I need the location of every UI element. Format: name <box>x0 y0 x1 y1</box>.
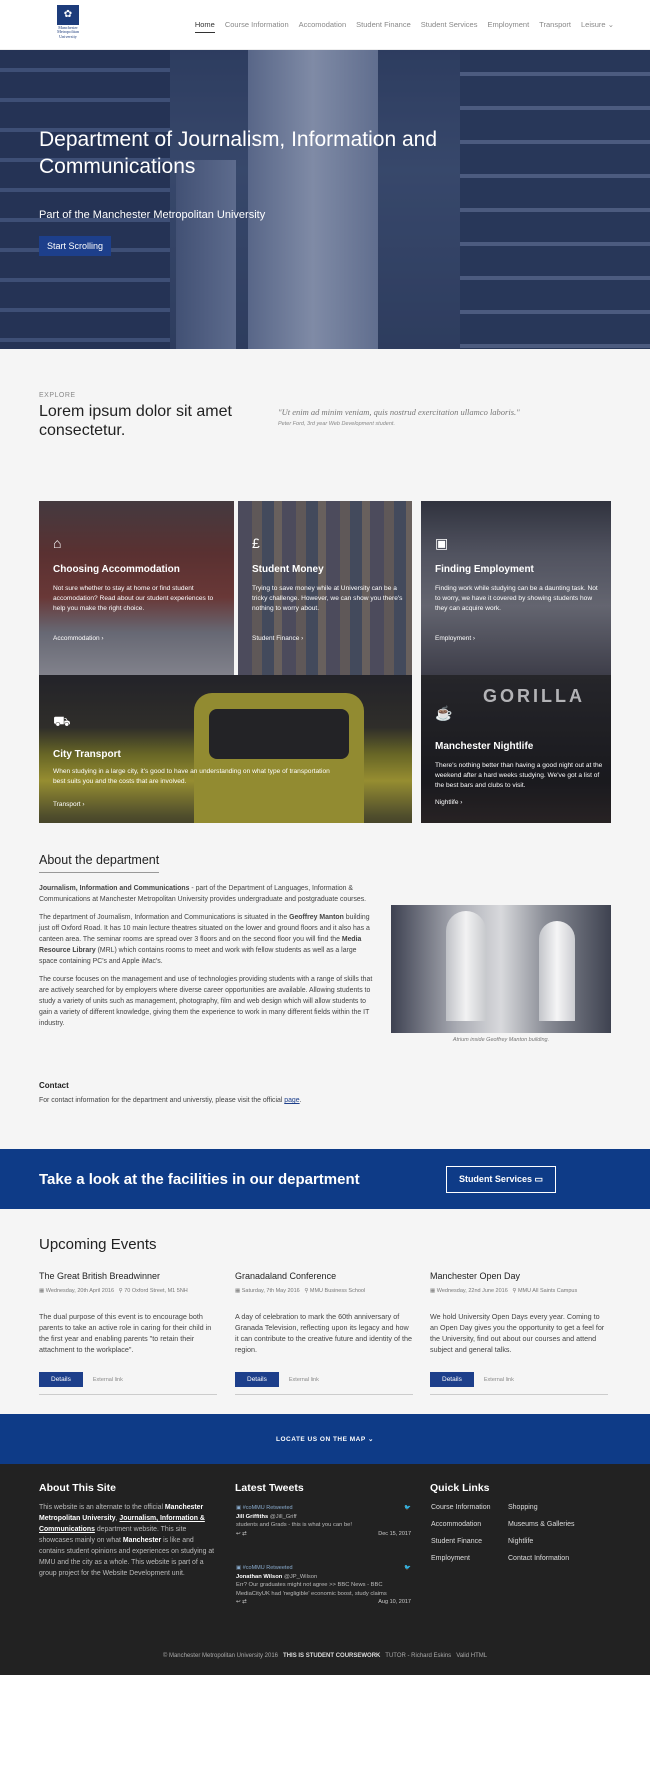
explore-title: Lorem ipsum dolor sit amet consectetur. <box>39 403 232 439</box>
tile-accommodation[interactable] <box>39 501 234 676</box>
nav-accomodation[interactable]: Accomodation <box>298 20 347 29</box>
tweet-name[interactable]: Jonathan Wilson <box>236 1573 283 1580</box>
location-pin-icon: ⚲ <box>512 1288 517 1294</box>
event-card <box>430 1271 608 1395</box>
location-pin-icon: ⚲ <box>118 1288 123 1294</box>
retweet-icon: ▣ <box>236 1505 242 1511</box>
fa-b1: Manchester Metropolitan University <box>39 1504 204 1522</box>
external-link[interactable]: External link <box>288 1376 319 1383</box>
briefcase-icon: ▣ <box>435 535 449 551</box>
about-paragraph <box>39 883 375 905</box>
about-p2-bold1: Geoffrey Manton <box>289 914 344 921</box>
quick-link-shopping[interactable]: Shopping <box>508 1504 538 1511</box>
event-date: Wednesday, 22nd June 2016 <box>436 1288 508 1294</box>
student-services-button[interactable] <box>446 1166 556 1193</box>
footer-tweets-heading: Latest Tweets <box>235 1482 304 1494</box>
event-actions <box>430 1372 608 1395</box>
twitter-icon[interactable]: 🐦 <box>404 1565 411 1571</box>
event-actions <box>39 1372 217 1395</box>
hero-section <box>0 50 650 349</box>
event-date: Wednesday, 20th April 2016 <box>45 1288 115 1294</box>
about-heading: About the department <box>39 853 159 873</box>
fa-c: , <box>115 1515 120 1522</box>
nav-student-services[interactable]: Student Services <box>420 20 478 29</box>
contact-page-link[interactable]: page <box>284 1097 300 1104</box>
tweet-retweet <box>236 1504 411 1513</box>
university-logo[interactable] <box>50 2 86 48</box>
location-pin-icon: ⚲ <box>304 1288 309 1294</box>
events-section <box>0 1209 650 1414</box>
tweet-text: students and Grads - this is what you can be! <box>236 1522 353 1528</box>
pound-icon: £ <box>252 535 260 551</box>
event-meta <box>235 1288 413 1294</box>
quick-link-museums[interactable]: Museums & Galleries <box>508 1521 575 1528</box>
footer-links-heading: Quick Links <box>430 1482 490 1494</box>
tile-link[interactable]: Student Finance › <box>252 635 304 642</box>
tweet-author <box>236 1573 411 1582</box>
event-card <box>235 1271 413 1395</box>
nav-home[interactable]: Home <box>195 17 215 33</box>
facilities-banner <box>0 1149 650 1209</box>
cocktail-icon: ☕ <box>435 705 453 721</box>
event-card <box>39 1271 217 1395</box>
taxi-icon: ⛟ <box>53 713 71 729</box>
hero-title: Department of Journalism, Information and Communications <box>39 128 438 178</box>
footer-about-text <box>39 1502 219 1579</box>
event-location: 70 Oxford Street, M1 5NH <box>124 1288 188 1294</box>
tweet-handle[interactable]: @Jill_Griff <box>269 1513 297 1520</box>
home-icon: ⌂ <box>53 535 62 551</box>
about-p2a: The department of Journalism, Information and Communications is situated in the <box>39 914 290 921</box>
logo-text: Manchester Metropolitan University <box>57 24 79 39</box>
locate-map-button[interactable] <box>0 1414 650 1464</box>
footer <box>0 1464 650 1675</box>
calendar-icon: ▦ <box>39 1288 45 1294</box>
event-text: A day of celebration to mark the 60th anniversary of Granada Television, reflecting upon its legacy and how it can contribute to the creative future and identity of the region. <box>235 1312 412 1354</box>
about-p2c: (MRL) which contains rooms to meet and work with fellow students as well as a large space containing PC's and Apple iMac's. <box>39 947 357 965</box>
quick-link-nightlife[interactable]: Nightlife <box>508 1538 534 1545</box>
external-link[interactable]: External link <box>92 1376 123 1383</box>
logo-mark-icon: ✿ <box>57 5 79 25</box>
nav-transport[interactable]: Transport <box>539 20 571 29</box>
atrium-column <box>446 911 486 1021</box>
quick-link-student-finance[interactable]: Student Finance <box>431 1538 482 1545</box>
contact-text: For contact information for the department and universtiy, please visit the official page. <box>39 1097 302 1104</box>
quick-link-employment[interactable]: Employment <box>431 1555 470 1562</box>
event-meta <box>430 1288 608 1294</box>
nav-leisure[interactable] <box>581 17 614 32</box>
fa-d: department website. This site showcases mainly on what <box>39 1526 187 1544</box>
chevron-down-icon: ⌄ <box>607 20 614 29</box>
tile-text: When studying in a large city, it's good to have an understanding on what type of transportation best suits you and the costs that are involved. <box>53 768 330 785</box>
tile-text: Not sure whether to stay at home or find student accomodation? Read about our student experiences to help you make the right choice. <box>53 585 214 612</box>
quick-link-accommodation[interactable]: Accommodation <box>431 1521 482 1528</box>
tweet <box>236 1564 411 1607</box>
tile-text: Trying to save money while at University can be a tricky challenge. However, we can show you there's nothing to worry about. <box>252 585 403 612</box>
hero-subtitle: Part of the Manchester Metropolitan University <box>39 209 266 221</box>
fa-e: is like and contains student opinions and experiences on studying at MMU and the city as a whole. This website is part of a group project for the Website Development unit. <box>39 1537 215 1577</box>
tweet <box>236 1504 411 1538</box>
tweet-name[interactable]: Jill Griffiths <box>236 1513 269 1520</box>
tile-link[interactable]: Employment › <box>435 635 476 642</box>
fa-b2-link[interactable]: Journalism, Information & Communications <box>39 1515 205 1533</box>
about-paragraph: The course focuses on the management and use of technologies providing students with a range of skills that are actively searched for by employers where diverse career opportunities are available. Allowing students to study a variety of units such as management, photography, film and web design which will allow students to gain a variety of different knowledge, giving them the experience to work in many different fields within the IT industry. <box>39 976 373 1027</box>
about-text <box>39 883 375 1036</box>
calendar-icon: ▦ <box>235 1288 241 1294</box>
event-date: Saturday, 7th May 2016 <box>241 1288 300 1294</box>
reply-icon[interactable]: ↩ ⇄ <box>236 1530 247 1537</box>
hero-overlay <box>0 50 650 349</box>
tutor: TUTOR - Richard Eskins <box>385 1653 452 1659</box>
tile-link[interactable]: Transport › <box>53 801 85 808</box>
main-menu <box>195 17 614 33</box>
about-p1-bold: Journalism, Information and Communications <box>39 885 190 892</box>
atrium-column <box>539 921 575 1021</box>
tile-employment[interactable] <box>421 501 611 676</box>
event-text: The dual purpose of this event is to encourage both parents to take an active role in caring for their child in the first year and enabling parents "to retain their attachment to the workplace". <box>39 1312 212 1354</box>
event-meta <box>39 1288 217 1294</box>
about-p2-bold2: Media Resource Library <box>39 936 362 954</box>
nav-student-finance[interactable]: Student Finance <box>356 20 411 29</box>
feature-tiles <box>0 471 650 823</box>
event-title: Granadaland Conference <box>235 1271 337 1281</box>
nav-leisure-label: Leisure <box>581 20 606 29</box>
banner-text: Take a look at the facilities in our department <box>39 1170 360 1188</box>
tweet-retweet-label: #coMMU Retweeted <box>242 1565 293 1571</box>
fa-b3: Manchester <box>122 1537 162 1544</box>
footer-bottom-bar <box>0 1653 650 1659</box>
locate-label: LOCATE US ON THE MAP <box>276 1435 366 1443</box>
tile-title: Choosing Accommodation <box>53 564 180 575</box>
tweet-date-text: Aug 10, 2017 <box>378 1599 411 1605</box>
start-scrolling-button[interactable]: Start Scrolling <box>39 236 111 256</box>
nav-employment[interactable]: Employment <box>487 20 530 29</box>
quick-link-course-information[interactable]: Course Information <box>431 1504 491 1511</box>
student-services-label: Student Services <box>458 1173 532 1184</box>
event-location: MMU Business School <box>309 1288 366 1294</box>
explore-attribution: Peter Ford, 3rd year Web Development student. <box>278 421 395 427</box>
tile-link[interactable]: Nightlife › <box>435 799 463 806</box>
about-section <box>0 823 650 1149</box>
contact-text-body: For contact information for the department and universtiy, please visit the official <box>39 1097 285 1104</box>
coursework-notice: THIS IS STUDENT COURSEWORK <box>283 1653 381 1659</box>
contact-heading: Contact <box>39 1081 69 1090</box>
external-link[interactable]: External link <box>483 1376 514 1383</box>
about-p1: - part of the Department of Languages, Information & Communications at Manchester Metropolitan University provides undergraduate and postgraduate courses. <box>39 885 367 903</box>
tweet-date <box>236 1530 411 1539</box>
events-heading: Upcoming Events <box>39 1236 157 1253</box>
valid-html-link[interactable]: Valid HTML <box>456 1653 488 1659</box>
tweet-retweet-label: #coMMU Retweeted <box>242 1505 293 1511</box>
retweet-icon: ▣ <box>236 1565 242 1571</box>
copyright: © Manchester Metropolitan University 2016 <box>162 1653 279 1659</box>
gorilla-sign: GORILLA <box>483 686 585 706</box>
event-location: MMU All Saints Campus <box>517 1288 578 1294</box>
event-title: Manchester Open Day <box>430 1271 521 1281</box>
about-paragraph <box>39 912 375 967</box>
atrium-photo <box>391 905 611 1043</box>
tile-title: Student Money <box>252 564 324 575</box>
tile-link[interactable]: Accommodation › <box>53 635 104 642</box>
tweet-date <box>236 1598 411 1607</box>
tile-title: City Transport <box>53 749 121 760</box>
explore-quote: "Ut enim ad minim veniam, quis nostrud exercitation ullamco laboris." <box>278 407 520 417</box>
details-button[interactable]: Details <box>235 1372 279 1387</box>
tweet-text: Err? Our graduates might not agree >> BBC News - BBC MediaCityUK had 'negligible' economic boost, study claims <box>236 1582 387 1597</box>
tile-text: There's nothing better than having a good night out at the weekend after a hard weeks studying. We've got a list of the best bars and clubs to visit. <box>435 762 603 789</box>
tile-student-money[interactable] <box>238 501 412 676</box>
details-button[interactable]: Details <box>430 1372 474 1387</box>
photo-caption: Atrium inside Geoffrey Manton building. <box>452 1037 550 1043</box>
monitor-icon: ▭ <box>534 1173 543 1184</box>
tweet-retweet <box>236 1564 411 1573</box>
tweet-handle[interactable]: @JP_Wilson <box>283 1573 318 1580</box>
tile-title: Finding Employment <box>435 564 534 575</box>
about-p2b: building just off Oxford Road. It has 10 main lecture theatres situated on the lower and ground floors and it also has a canteen area. The seminar rooms are spread over 3 floors and on the second floor you will find the <box>39 914 370 943</box>
top-navbar <box>0 0 650 50</box>
event-actions <box>235 1372 413 1395</box>
quick-link-contact[interactable]: Contact Information <box>508 1555 570 1562</box>
explore-section <box>0 349 650 471</box>
reply-icon[interactable]: ↩ ⇄ <box>236 1599 247 1605</box>
details-button[interactable]: Details <box>39 1372 83 1387</box>
twitter-icon[interactable]: 🐦 <box>404 1505 411 1511</box>
tweet-author <box>236 1513 411 1522</box>
tile-text: Finding work while studying can be a daunting task. Not to worry, we have it covered by showing students how they can acquire work. <box>435 585 598 612</box>
explore-label: EXPLORE <box>39 392 76 399</box>
footer-about-heading: About This Site <box>39 1482 116 1494</box>
tweet-date-text: Dec 15, 2017 <box>378 1530 411 1537</box>
tile-title: Manchester Nightlife <box>435 741 534 752</box>
event-title: The Great British Breadwinner <box>39 1271 161 1281</box>
chevron-down-icon: ⌄ <box>368 1436 374 1443</box>
fa-a: This website is an alternate to the official <box>39 1504 165 1511</box>
event-text: We hold University Open Days every year. Coming to an Open Day gives you the opportunity to get a feel for the University, find out about our courses and attend subject and general talks. <box>430 1312 605 1354</box>
nav-course-information[interactable]: Course Information <box>224 20 289 29</box>
calendar-icon: ▦ <box>430 1288 436 1294</box>
